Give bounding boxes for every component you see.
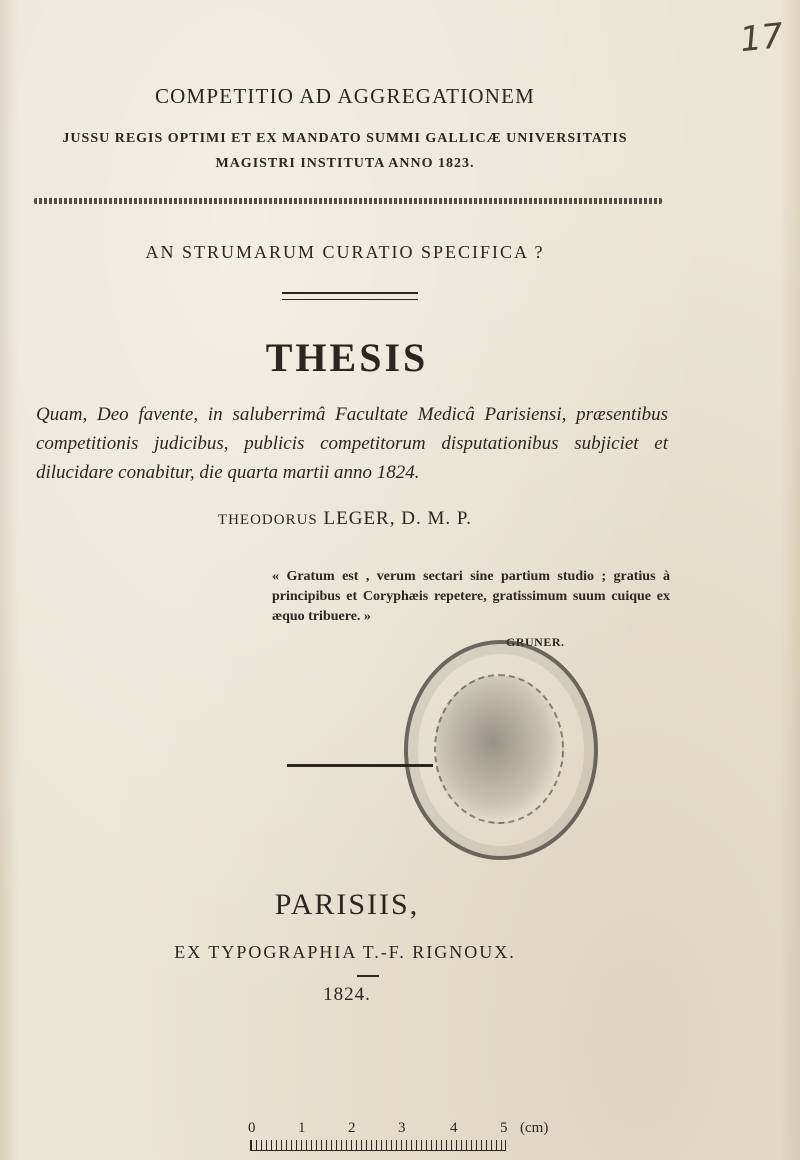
epigraph-text: « Gratum est , verum sectari sine partium studio ; gratius à principibus et Coryphæis repetere, gratissimum suum cuique ex æquo tribuere. » <box>272 569 670 624</box>
folio-number: 17 <box>738 15 786 61</box>
double-rule-divider <box>282 292 418 300</box>
author-line <box>0 508 695 530</box>
thesis-title: THESIS <box>265 335 429 380</box>
imprint-year: 1824. <box>323 984 371 1005</box>
stamp-portrait <box>434 674 564 824</box>
library-stamp <box>404 640 598 860</box>
competition-subtitle <box>0 126 695 176</box>
thesis-intro-paragraph: Quam, Deo favente, in saluberrimâ Facultate Medicâ Parisiensi, præsentibus competitionis judicibus, publicis competitorum disputationibus subjiciet et dilucidare conabitur, die quarta martii anno 1824. <box>36 404 668 483</box>
scale-label: 2 <box>348 1120 356 1136</box>
scale-label: 0 <box>248 1120 256 1136</box>
scale-ruler <box>250 1140 506 1151</box>
subtitle-line-1: JUSSU REGIS OPTIMI ET EX MANDATO SUMMI GALLICÆ UNIVERSITATIS <box>62 131 628 146</box>
author-last-name: LEGER, D. M. P. <box>323 508 473 529</box>
competition-title: COMPETITIO AD AGGREGATIONEM <box>154 84 536 108</box>
scale-unit: (cm) <box>520 1120 549 1136</box>
scale-label: 3 <box>398 1120 406 1136</box>
subtitle-line-2: MAGISTRI INSTITUTA ANNO 1823. <box>215 156 475 171</box>
wavy-divider <box>34 198 662 204</box>
imprint-printer: EX TYPOGRAPHIA T.-F. RIGNOUX. <box>174 942 516 962</box>
scale-label: 1 <box>298 1120 306 1136</box>
short-rule <box>357 975 379 977</box>
rule-divider <box>287 764 433 767</box>
thesis-question: AN STRUMARUM CURATIO SPECIFICA ? <box>145 242 545 262</box>
scale-label: 4 <box>450 1120 458 1136</box>
scale-bar <box>248 1120 548 1152</box>
author-first-name: THEODORUS <box>217 512 318 528</box>
epigraph-attribution: GRUNER. <box>506 635 565 649</box>
imprint-place: PARISIIS, <box>274 888 420 921</box>
scale-label: 5 <box>500 1120 508 1136</box>
